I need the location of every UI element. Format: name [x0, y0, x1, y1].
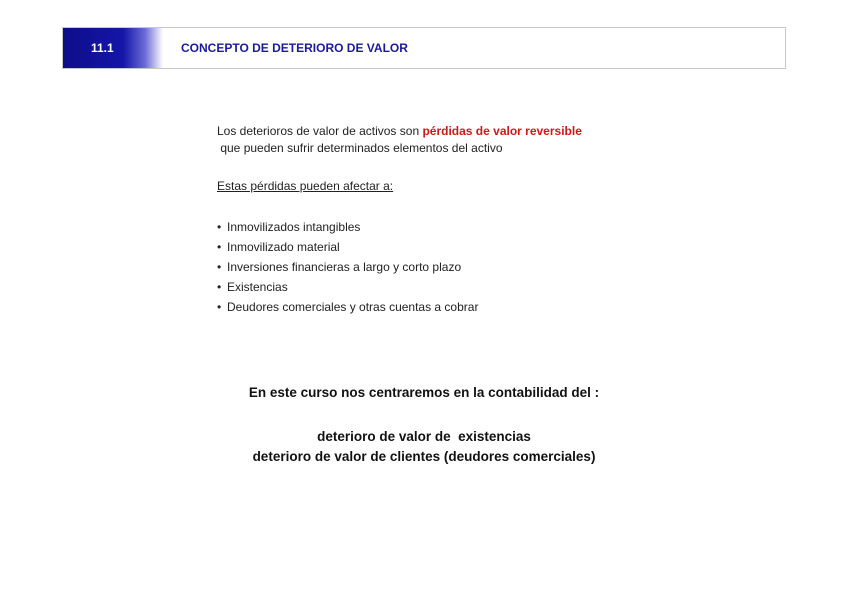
- course-focus-line-2: deterioro de valor de clientes (deudores comerciales): [252, 449, 596, 464]
- section-header: [62, 27, 786, 69]
- list-item: • Inmovilizado material: [217, 240, 340, 254]
- intro-line-1: [217, 123, 737, 140]
- list-item: • Inmovilizados intangibles: [217, 220, 361, 234]
- list-item: • Existencias: [217, 280, 288, 294]
- section-title: CONCEPTO DE DETERIORO DE VALOR: [181, 41, 408, 55]
- intro-prefix: Los deterioros de valor de activos son: [217, 124, 423, 138]
- intro-highlight: pérdidas de valor reversible: [422, 124, 582, 138]
- affects-heading: Estas pérdidas pueden afectar a:: [217, 179, 394, 193]
- body-content: [217, 123, 737, 317]
- intro-line-2: que pueden sufrir determinados elementos del activo: [217, 141, 503, 155]
- section-number: 11.1: [63, 28, 163, 68]
- affected-items-list: [217, 217, 737, 317]
- list-item: • Inversiones financieras a largo y corto plazo: [217, 260, 462, 274]
- course-focus-intro: En este curso nos centraremos en la contabilidad del :: [248, 385, 600, 400]
- list-item: • Deudores comerciales y otras cuentas a cobrar: [217, 300, 479, 314]
- course-focus-line-1: deterioro de valor de existencias: [317, 429, 531, 444]
